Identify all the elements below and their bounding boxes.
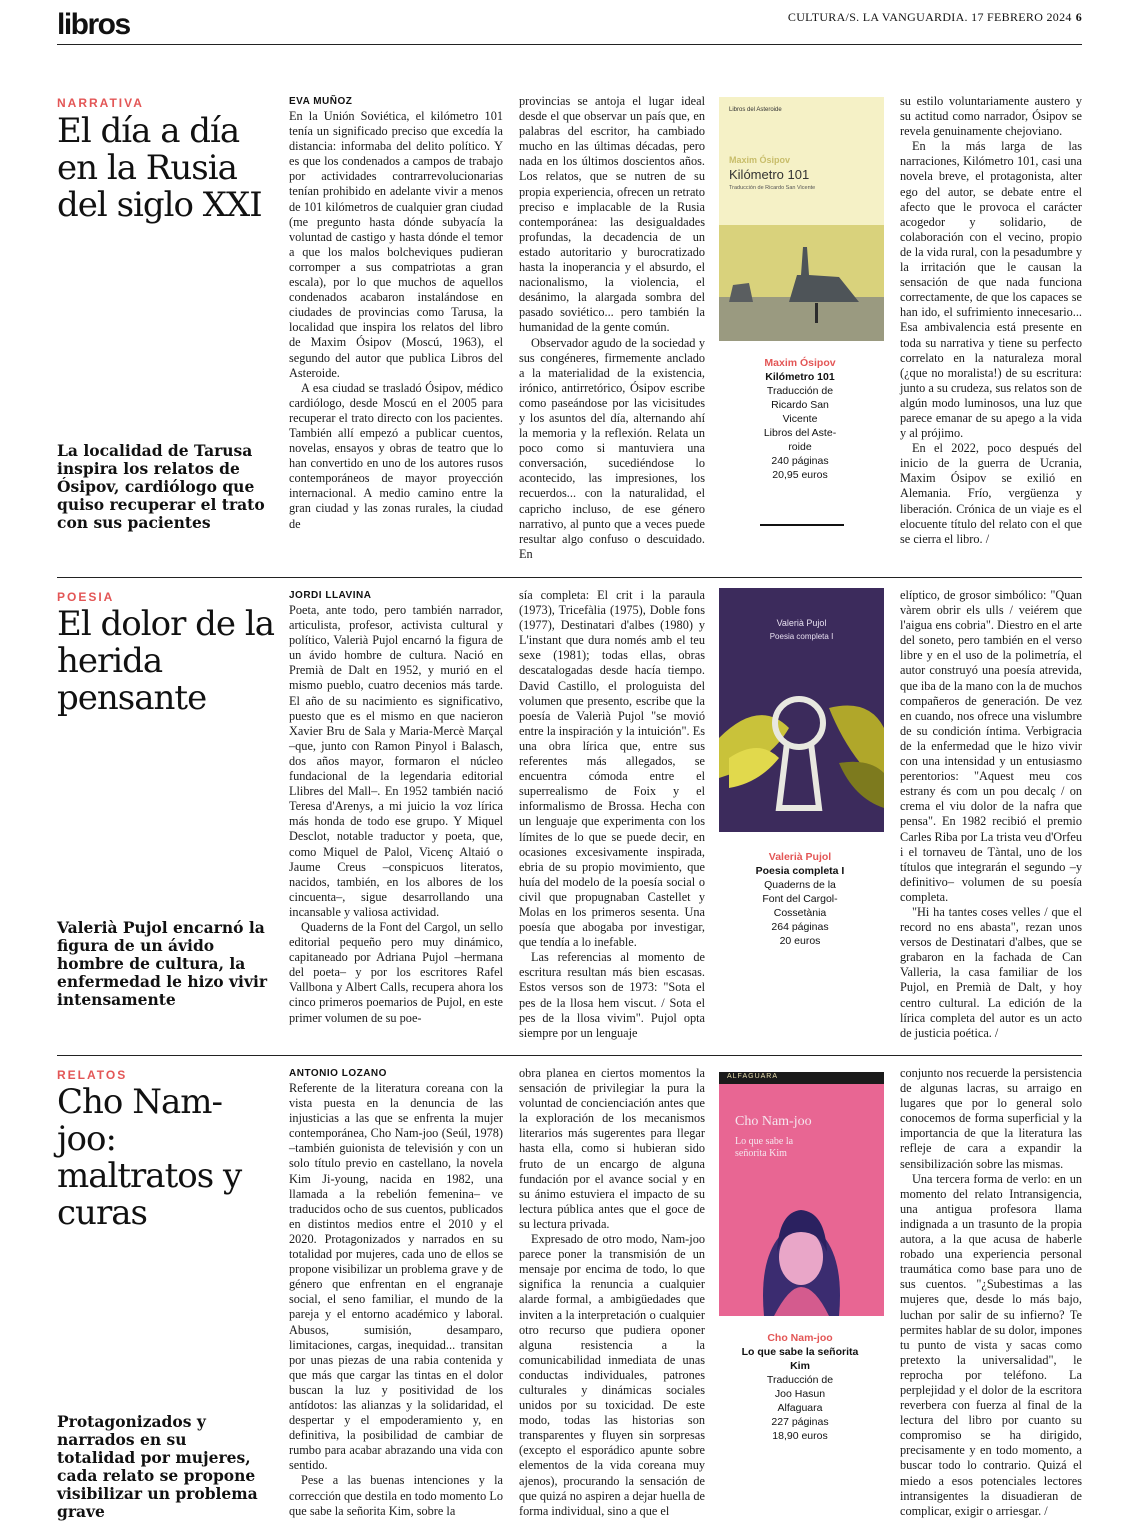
paragraph: Las referencias al momento de escritura resultan más bien escasas. Estos versos son de 1973: "Sota el pes de la llosa hem viscut. / Sota el pes de la llosa vivim". Pujol opta siempre por un lenguaje — [519, 950, 705, 1040]
paragraph: elíptico, de grosor simbólico: "Quan vàrem obrir els ulls / veiérem que l'aigua ens cobria". Diestro en el arte del soneto, pero también en el verso libre y en el uso de la polimetría, el autor construyó una poesía atrevida, que iba de la mano con la de muchos compañeros de generación. De vez en cuando, nos ofrece una vislumbre de su condición íntima. Verbigracia de la enfermedad que le hizo vivir con una intensidad y un entusiasmo perentorios: "Aquest meu cos estrany és com un pou decalç / on crema el viu dolor de la nafra que pensa". En 1982 recibió el premio Carles Riba por La trista veu d'Orfeu i el tornaveu de Tàntal, uno de los títulos que integrarán el segundo –y definitivo– volumen de su poesía completa. — [900, 588, 1082, 904]
byline: EVA MUÑOZ — [289, 96, 353, 107]
book-detail: 264 páginas — [771, 921, 829, 933]
article-column — [900, 1066, 1082, 1518]
paragraph: Una tercera forma de verlo: en un momento del relato Intransigencia, una antigua profesora llama indignada a un trasunto de la propia autora, a la que acusa de haberle robado una experiencia personal traumática como base para uno de sus cuentos. "¿Subestimas a las mujeres que, desde lo más bajo, luchan por salir de su infierno? Te permites hablar de su dolor, impones tu punto de vista y sacas como pretexto la universalidad", le reprocha por teléfono. La perplejidad y el dolor de la escritora reverbera con fuerza al final de la lectura del libro por cuanto su compromiso se ha dirigido, precisamente y en todo momento, a buscar todo lo contrario. Quizá el miedo a esos potenciales lectores intransigentes la disuadieran de complicar, exigir o arriesgar. / — [900, 1171, 1082, 1518]
paragraph: provincias se antoja el lugar ideal desde el que observar un país que, en palabras del escritor, ha cambiado mucho en las últimas décadas, pero nada en los últimos doscientos años. Los relatos, que se nutren de su propia experiencia, ofrecen un retrato preciso e implacable de la Rusia contemporánea: las desigualdades profundas, la decadencia de un estado autoritario y burocratizado hasta la inoperancia y el absurdo, el nacionalismo, la violencia, el desánimo, la alargada sombra del pasado soviético... pero también la humanidad de la gente común. — [519, 94, 705, 335]
book-info-card — [740, 850, 860, 948]
article-column — [519, 94, 705, 559]
cover-title: Lo que sabe la señorita Kim — [735, 1136, 794, 1159]
pull-quote: Valerià Pujol encarnó la figura de un ávido hombre de cultura, la enfermedad le hizo vivir intensamente — [57, 918, 267, 1009]
article-column — [289, 109, 503, 559]
card-rule — [760, 524, 844, 526]
book-detail: Joo Hasun — [774, 1388, 826, 1400]
cover-title: Poesia completa I — [769, 632, 834, 641]
paragraph: Pese a las buenas intenciones y la corrección que destila en todo momento Lo que sabe la señorita Kim, sobre la — [289, 1473, 503, 1518]
book-detail: 20,95 euros — [772, 469, 828, 481]
article-column — [519, 1066, 705, 1518]
paragraph: su estilo voluntariamente austero y su actitud como narrador, Ósipov se revela genuinamente chejoviano. — [900, 94, 1082, 139]
cover-publisher: ALFAGUARA — [727, 1073, 779, 1080]
cover-publisher: Libros del Asteroide — [729, 107, 782, 113]
book-detail: Ricardo San — [771, 399, 829, 411]
article-headline: El día a día en la Rusia del siglo XXI — [57, 111, 262, 225]
paragraph: sía completa: El crit i la paraula (1973), Tricefàlia (1975), Doble fons (1977), Destinatari d'albes (1980) y L'instant que dura només amb el teu sexe (1981); todas ellas, obras descatalogadas desde hacía tiempo. David Castillo, el prologuista del volumen que presento, escribe que la poesía de Valerià Pujol "se movió entre la inspiración y la intuición". Es una obra lírica que, entre sus referentes más allegados, se encuentra cómoda entre el superrealismo de Foix y el informalismo de Brossa. Hecha con un lenguaje que experimenta con los límites de lo que se puede decir, en ocasiones excesivamente inspirada, ebria de su propio movimiento, que huía del modelo de la poesía social o civil que propugnaban Castellet y Molas en los primeros sesenta. Una poesía que abogaba por investigar, que tendía a lo inefable. — [519, 588, 705, 950]
section-divider — [57, 577, 1082, 578]
byline: ANTONIO LOZANO — [289, 1068, 387, 1079]
book-author: Valerià Pujol — [768, 851, 832, 863]
article-column — [900, 94, 1082, 559]
book-cover — [719, 1072, 884, 1316]
paragraph: "Hi ha tantes coses velles / que el record no ens abasta", rezan unos versos de Destinatari d'albes, que se grabaron en la fachada de Can Valleria, la casa familiar de los Pujol, en Premià de Dalt, y hoy centro cultural. La edición de la lírica completa del autor es un acto de justicia poética. / — [900, 904, 1082, 1040]
paragraph: conjunto nos recuerde la persistencia de algunas lacras, su arraigo en lugares que por lo general solo conocemos de forma superficial y la importancia de que la literatura las refleje de cara a expandir la sensibilización sobre las mismas. — [900, 1066, 1082, 1171]
paragraph: En la más larga de las narraciones, Kilómetro 101, casi una novela breve, el protagonista, alter ego del autor, se debate entre el afecto que le provoca el carácter acogedor y solidario, de colaboración con el vecino, propio de la vida rural, con la pesadumbre y la irritación que le causan la sensación de que nada funciona correctamente, de que los capaces se han ido, el sufrimiento innecesario... Esa ambivalencia está presente en toda su narrativa y tiene su perfecto correlato en la naturaleza moral (¿que no moralista!) de su escritura: junto a su crudeza, sus relatos son de algún modo luminosos, una luz que parece emanar de su apego a la vida y al prójimo. — [900, 139, 1082, 441]
pull-quote: La localidad de Tarusa inspira los relatos de Ósipov, cardiólogo que quiso recuperar el trato con sus pacientes — [57, 441, 265, 532]
section-label: POESIA — [57, 590, 115, 604]
book-detail: 18,90 euros — [772, 1430, 828, 1442]
book-detail: Vicente — [782, 413, 818, 425]
book-info-card — [740, 1331, 860, 1443]
cover-author: Maxim Ósipov — [729, 155, 791, 165]
page-number: 6 — [1075, 10, 1082, 24]
cover-author: Cho Nam-joo — [735, 1114, 812, 1129]
cover-title: Kilómetro 101 — [729, 167, 810, 182]
cover-author: Valerià Pujol — [776, 618, 827, 628]
page-folio — [788, 10, 1082, 25]
book-cover — [719, 97, 884, 341]
book-detail: 20 euros — [779, 935, 821, 947]
book-detail: Libros del Aste- — [763, 427, 837, 439]
book-info-card — [740, 356, 860, 482]
paragraph: Expresado de otro modo, Nam-joo parece poner la transmisión de un mensaje por encima de todo, lo que significa la renuncia a cualquier alarde formal, a ambigüedades que inviten a la interpretación o cualquier otro recurso que pudiera oponer alguna resistencia a la comunicabilidad inmediata de unas conductas individuales, patrones culturales y dinámicas sociales unidos por su toxicidad. De este modo, todas las historias son transparentes y fluyen sin sorpresas (excepto el esporádico apunte sobre elementos de la vida coreana muy ajenos), procurando la sensación de que quizá no aspiren a dejar huella de forma individual, sino a que el — [519, 1232, 705, 1518]
book-detail: Alfaguara — [777, 1402, 823, 1414]
paragraph: Referente de la literatura coreana con la vista puesta en la denuncia de las injusticias a las que se enfrenta la mujer contemporánea, Cho Nam-joo (Seúl, 1978) –también guionista de televisión y con un solo título previo en castellano, la novela Kim Ji-young, nacida en 1982, una llamada a la rebelión femenina– ve traducidos ocho de sus cuentos, publicados en distintos medios entre el 2010 y el 2020. Protagonizados y narrados en su totalidad por mujeres, cada uno de ellos se propone visibilizar un problema grave y de género que enfrentan en el engranaje social, el seno familiar, el mundo de la pareja y el entorno académico y laboral. Abusos, sumisión, desamparo, limitaciones, cargas, inequidad... transitan por unas piezas de una rabia contenida y que más que cargar las tintas en el dolor buscan la luz y positividad de los antídotos: las alianzas y la solidaridad, el despertar y el empoderamiento y, en definitiva, la posibilidad de cambiar de rumbo para acabar abrazando una vida con sentido. — [289, 1081, 503, 1473]
paragraph: obra planea en ciertos momentos la sensación de privilegiar la pura la voluntad de concienciación antes que la exploración de los mecanismos literarios más sugerentes para llegar hasta ella, como si hubieran sido fruto de un encargo de alguna fundación por el avance social y en su ánimo estuviera el impacto de su lectura pública antes que el goce de su lectura privada. — [519, 1066, 705, 1231]
cover-translator: Traducción de Ricardo San Vicente — [729, 185, 816, 191]
book-author: Cho Nam-joo — [767, 1332, 833, 1344]
paragraph: En la Unión Soviética, el kilómetro 101 tenía un significado preciso que excedía la distancia: informaba del delito político. Y es que los condenados a campos de trabajo por actividades contrarrevolucionarias tenían prohibido en adelante vivir a menos de 101 kilómetros de cualquier gran ciudad (me pregunto hasta dónde subyacía la voluntad de castigo y hasta dónde el temor a que los malos bolcheviques pudieran corromper a sus compatriotas a gran escala), por lo que muchos de aquellos condenados acabaron instalándose en ciudades de provincias como Tarusa, la localidad que inspira los relatos del libro de Maxim Ósipov (Moscú, 1963), el segundo del autor que publica Libros del Asteroide. — [289, 109, 503, 380]
paragraph: En el 2022, poco después del inicio de la guerra de Ucrania, Maxim Ósipov se exilió en Alemania. Frío, vergüenza y liberación. Crónica de un viaje es el elocuente título del relato con el que se cierra el libro. / — [900, 441, 1082, 546]
section-divider — [57, 1055, 1082, 1056]
article-headline: El dolor de la herida pensante — [57, 604, 274, 718]
article-column — [519, 588, 705, 1040]
section-label: RELATOS — [57, 1068, 128, 1082]
book-detail: Traducción de — [766, 385, 834, 397]
article-column — [900, 588, 1082, 1040]
book-detail: 227 páginas — [771, 1416, 829, 1428]
paragraph: Observador agudo de la sociedad y sus congéneres, firmemente anclado a la materialidad de la existencia, irónico, antirretórico, Ósipov escribe como paseándose por las vicisitudes y los asuntos del día, alternando ahí la memoria y la reflexión. Relata un poco como si mantuviera una conversación, sucediéndose lo acontecido, las impresiones, los recuerdos... con la naturalidad, el capricho incluso, de ese género narrativo, al punto que a veces puede resultar algo confuso o descuidado. En — [519, 335, 705, 561]
section-masthead: libros — [57, 8, 130, 41]
folio-text: CULTURA/S. LA VANGUARDIA. 17 FEBRERO 2024 — [787, 10, 1072, 24]
book-title: Poesia completa I — [755, 865, 845, 877]
article-column — [289, 1081, 503, 1518]
article-headline: Cho Nam-joo: maltratos y curas — [57, 1082, 242, 1233]
book-title: Kilómetro 101 — [765, 371, 835, 383]
book-cover — [719, 588, 884, 832]
book-title: Lo que sabe la señorita Kim — [741, 1346, 859, 1372]
section-label: NARRATIVA — [57, 96, 144, 110]
book-detail: 240 páginas — [771, 455, 829, 467]
header-rule — [57, 44, 1082, 45]
paragraph: A esa ciudad se trasladó Ósipov, médico cardiólogo, desde Moscú en el 2005 para recuperar el trato directo con los pacientes. También allí empezó a publicar cuentos, novelas, ensayos y obras de teatro que lo han convertido en uno de los autores rusos contemporáneos de mayor proyección internacional. A medio camino entre la gran ciudad y las zonas rurales, la ciudad de — [289, 380, 503, 531]
book-detail: Cossetània — [773, 907, 827, 919]
article-column — [289, 603, 503, 1025]
book-detail: Font del Cargol- — [762, 893, 838, 905]
book-detail: roide — [788, 441, 812, 453]
paragraph: Quaderns de la Font del Cargol, un sello editorial pequeño pero muy dinámico, capitaneado por Adriana Pujol –hermana del poeta– y por los escritores Rafel Vallbona y Albert Calls, recupera ahora los cinco primeros poemarios de Pujol, en este primer volumen de su poe- — [289, 919, 503, 1025]
paragraph: Poeta, ante todo, pero también narrador, articulista, profesor, activista cultural y político, Valerià Pujol encarnó la figura de un ávido hombre de cultura. Nació en Premià de Dalt en 1952, y murió en el mismo pueblo, cuatro decenios más tarde. El año de su nacimiento es significativo, puesto que es el mismo en que nacieron Xavier Bru de Sala y Maria-Mercè Marçal –que, junto con Ramon Pinyol i Balasch, dos años mayor, formaron el núcleo fundacional de la legendaria editorial Llibres del Mall–. En 1952 también nació Teresa d'Arenys, a mi juicio la voz lírica más honda de todo ese grupo. Y Miquel Desclot, notable traductor y poeta, que, como Miquel de Palol, Vicenç Altaió o Jaume Creus –conspicuos literatos, nacidos, también, en los albores de los cincuenta–, sigue desarrollando una incansable y valiosa actividad. — [289, 603, 503, 919]
book-detail: Quaderns de la — [764, 879, 836, 891]
book-detail: Traducción de — [766, 1374, 834, 1386]
byline: JORDI LLAVINA — [289, 590, 372, 601]
book-author: Maxim Ósipov — [764, 357, 836, 369]
pull-quote: Protagonizados y narrados en su totalidad por mujeres, cada relato se propone visibilizar un problema grave — [57, 1412, 258, 1521]
